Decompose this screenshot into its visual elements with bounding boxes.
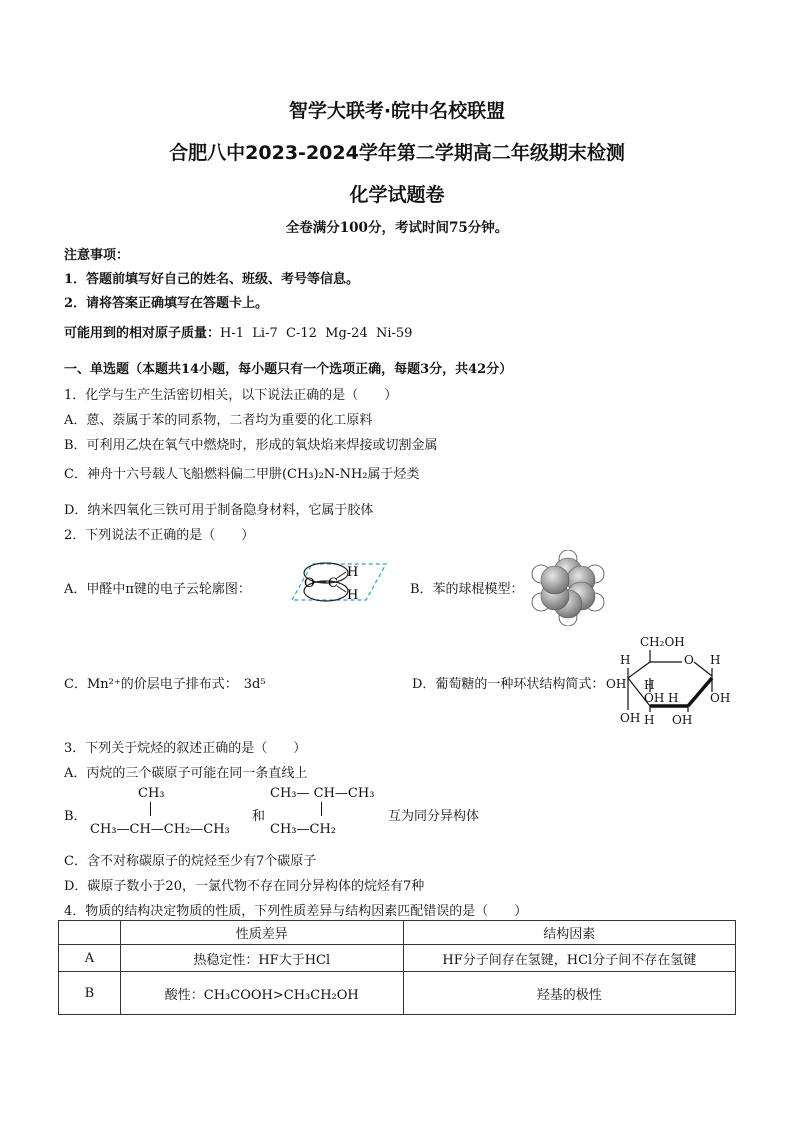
table-row bbox=[59, 972, 736, 1015]
carbon-atoms bbox=[541, 558, 595, 618]
glucose-ring-figure bbox=[606, 632, 746, 728]
benzene-model-figure bbox=[528, 550, 608, 626]
q2-option-c-pre: C． bbox=[64, 677, 87, 692]
pi-figure-h-lower: H bbox=[347, 588, 359, 603]
q1-option-a: A．蒽、萘属于苯的同系物，二者均为重要的化工原料 bbox=[64, 413, 373, 428]
table-header-row bbox=[59, 921, 736, 945]
glu-oh-1: OH bbox=[606, 677, 627, 691]
q3-option-d: D．碳原子数小于20，一氯代物不存在同分异构体的烷烃有7种 bbox=[64, 879, 425, 894]
table-cell: HF分子间存在氢键，HCl分子间不存在氢键 bbox=[403, 945, 735, 972]
q1-stem: 1．化学与生产生活密切相关，以下说法正确的是（ ） bbox=[64, 388, 398, 403]
c-h-bond-upper bbox=[337, 572, 346, 578]
note-1: 1．答题前填写好自己的姓名、班级、考号等信息。 bbox=[64, 272, 360, 287]
table-header-cell: 性质差异 bbox=[120, 921, 403, 945]
exam-title: 合肥八中2023-2024学年第二学期高二年级期末检测 bbox=[169, 142, 625, 164]
note-2: 2．请将答案正确填写在答题卡上。 bbox=[64, 296, 269, 311]
q1-option-c bbox=[64, 463, 420, 482]
glu-ch2oh: CH₂OH bbox=[640, 635, 685, 649]
exam-info: 全卷满分100分，考试时间75分钟。 bbox=[285, 220, 509, 236]
glu-oh-4: OH bbox=[620, 711, 641, 725]
atomic-mass-values: H-1 Li-7 C-12 Mg-24 Ni-59 bbox=[220, 326, 413, 341]
pi-figure-o: O bbox=[304, 576, 315, 591]
mn-ion: Mn²⁺ bbox=[86, 677, 121, 692]
q2-option-d: D．葡萄糖的一种环状结构简式： bbox=[412, 677, 605, 692]
glu-oh-3: OH bbox=[710, 691, 731, 705]
atomic-mass-line bbox=[64, 322, 412, 341]
q1-option-d: D．纳米四氧化三铁可用于制备隐身材料，它属于胶体 bbox=[64, 503, 374, 518]
table-cell: A bbox=[59, 945, 121, 972]
q2-option-a: A．甲醛中π键的电子云轮廓图： bbox=[64, 582, 251, 597]
notes-title: 注意事项： bbox=[64, 248, 130, 263]
q2-stem: 2．下列说法不正确的是（ ） bbox=[64, 528, 255, 543]
q3-molecule-1-chain: CH₃—CH—CH₂—CH₃ bbox=[90, 822, 230, 837]
pi-figure-c: C bbox=[328, 576, 338, 591]
q1-option-c-formula: (CH₃)₂N-NH₂ bbox=[281, 467, 368, 482]
q3-option-c: C．含不对称碳原子的烷烃至少有7个碳原子 bbox=[64, 854, 317, 869]
glu-h-1: H bbox=[620, 653, 631, 667]
q1-option-c-pre: C．神舟十六号载人飞船燃料偏二甲肼 bbox=[64, 467, 282, 482]
q1-option-b: B．可利用乙炔在氧气中燃烧时，形成的氧炔焰来焊接或切割金属 bbox=[64, 438, 438, 453]
subject-title: 化学试题卷 bbox=[349, 184, 445, 206]
table-cell: 热稳定性：HF大于HCl bbox=[120, 945, 403, 972]
glu-ring-o: O bbox=[684, 653, 694, 667]
atomic-mass-label: 可能用到的相对原子质量： bbox=[64, 326, 221, 341]
q3-option-b-post: 互为同分异构体 bbox=[388, 809, 480, 824]
q3-and: 和 bbox=[252, 809, 266, 824]
q4-stem: 4．物质的结构决定物质的性质，下列性质差异与结构因素匹配错误的是（ ） bbox=[64, 904, 528, 919]
c-h-bond-lower bbox=[337, 586, 346, 592]
glu-h-2: H bbox=[710, 653, 721, 667]
q3-option-b-label: B． bbox=[64, 809, 87, 824]
q3-molecule-1-branch-bond bbox=[150, 802, 151, 816]
glu-h-4: H bbox=[668, 691, 679, 705]
glu-oh-5: OH bbox=[672, 713, 693, 727]
electron-config: 3d⁵ bbox=[243, 677, 266, 692]
glu-h-5: H bbox=[644, 713, 655, 727]
glu-oh-2: OH bbox=[644, 691, 665, 705]
q2-option-c-post: 的价层电子排布式： bbox=[120, 677, 238, 692]
table-cell: 酸性：CH₃COOH>CH₃CH₂OH bbox=[120, 972, 403, 1015]
q3-stem: 3．下列关于烷烃的叙述正确的是（ ） bbox=[64, 741, 307, 756]
pi-figure-h-upper: H bbox=[347, 565, 359, 580]
section-1-title: 一、单选题（本题共14小题，每小题只有一个选项正确，每题3分，共42分） bbox=[64, 362, 513, 377]
q3-molecule-2-branch-bond bbox=[321, 802, 322, 816]
table-header-cell bbox=[59, 921, 121, 945]
q2-option-b: B．苯的球棍模型： bbox=[410, 582, 524, 597]
q3-molecule-2-chain: CH₃— CH—CH₃ bbox=[270, 786, 375, 801]
q3-molecule-2-branch: CH₃—CH₂ bbox=[270, 822, 336, 837]
pi-bond-cloud-figure bbox=[270, 556, 390, 606]
q1-option-c-post: 属于烃类 bbox=[367, 467, 420, 482]
exam-series-title: 智学大联考·皖中名校联盟 bbox=[288, 100, 506, 122]
q3-molecule-1-branch: CH₃ bbox=[138, 786, 165, 801]
table-cell: 羟基的极性 bbox=[403, 972, 735, 1015]
table-cell: B bbox=[59, 972, 121, 1015]
q3-option-a: A．丙烷的三个碳原子可能在同一条直线上 bbox=[64, 766, 308, 781]
q2-option-c bbox=[64, 673, 266, 692]
glu-h-3: H bbox=[644, 678, 655, 692]
table-header-cell: 结构因素 bbox=[403, 921, 735, 945]
q4-table bbox=[58, 920, 736, 1015]
table-row bbox=[59, 945, 736, 972]
